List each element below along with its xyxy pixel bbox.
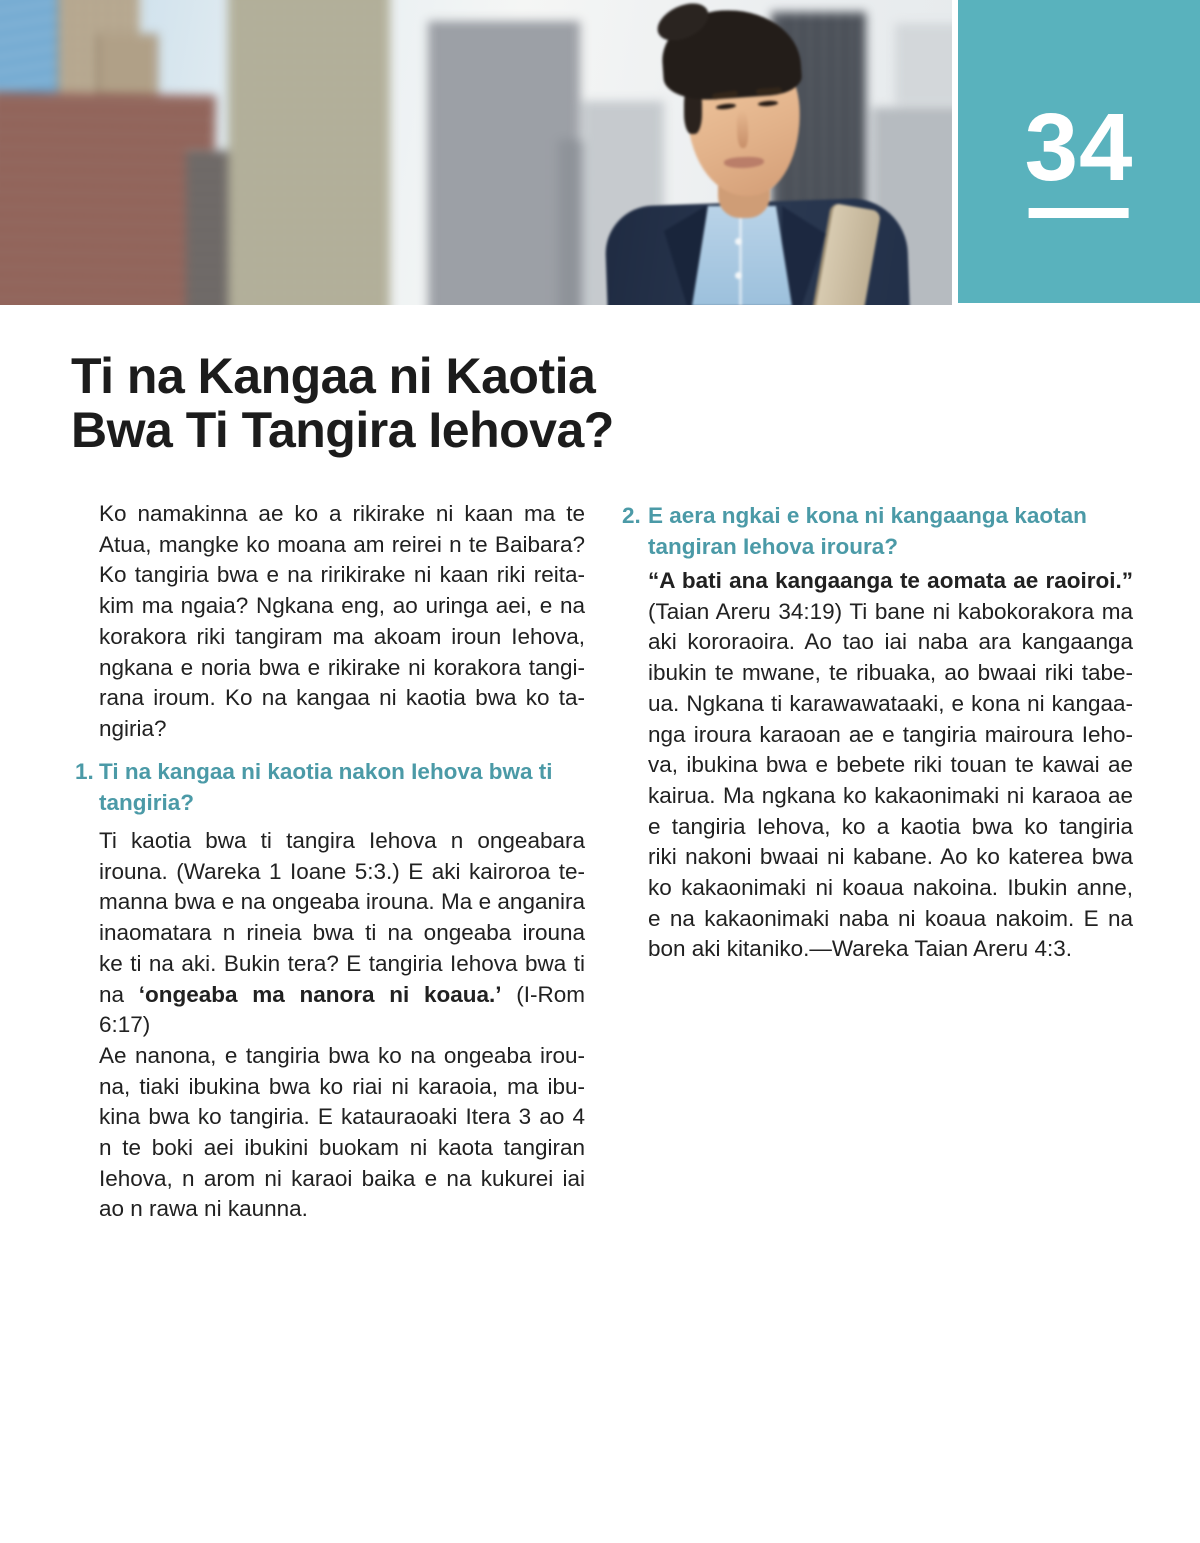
chapter-number-group: [1024, 94, 1134, 218]
section-1-paragraph: Ti kaotia bwa ti tangira Iehova n ongeabara irouna. (Wareka 1 Ioane 5:3.) E aki kairoroa te- manna bwa e na ongeaba irouna. Ma e anganira inaomatara n rineia bwa ti na ongeaba irouna ke ti na aki. Bukin tera? E tangiria Iehova bwa ti na ‘ongeaba ma nanora ni koaua.’ (I-Rom 6:17) Ae nanona, e tangiria bwa ko na ongeaba irou- na, tiaki ibukina bwa ko riai ni karaoia, ma ibu- kina bwa ko tangiria. E katauraoaki Itera 3 ao 4 n te boki aei ibukini buokam ni kaota tangiran Iehova, n arom ni karaoi baika e na kukurei iai ao n rawa ni kaunna.: [99, 828, 585, 1222]
section-2-heading-text: E aera ngkai e kona ni kangaanga kaotan tangiran Iehova iroura?: [648, 503, 1087, 559]
chapter-number-block: [958, 0, 1200, 303]
man-shirt-placket: [739, 212, 742, 305]
chapter-number: 34: [1024, 94, 1134, 201]
intro-paragraph: Ko namakinna ae ko a rikirake ni kaan ma te Atua, mangke ko moana am reirei n te Baibara? Ko tangiria bwa e na ririkirake ni kaan riki reita- kim ma ngaia? Ngkana eng, ao uringa aei, e na korakora riki tangiram ma akoam iroun Iehova, ngkana e noria bwa e rikirake ni korakora tangi- rana iroum. Ko na kangaa ni kaotia bwa ko ta- ngiria?: [99, 501, 585, 741]
page-title: Ti na Kangaa ni Kaotia Bwa Ti Tangira Iehova?: [71, 348, 614, 458]
man-shirt-button: [735, 238, 742, 245]
man-shirt-button: [735, 272, 742, 279]
section-2-number: 2.: [622, 503, 641, 528]
man-nose: [736, 110, 748, 148]
header-photo: [0, 0, 952, 305]
section-1-heading-text: Ti na kangaa ni kaotia nakon Iehova bwa ti tangiria?: [99, 759, 553, 815]
man-looking-up: [0, 0, 952, 305]
man-shirt: [692, 206, 792, 305]
section-1-heading: [75, 756, 595, 818]
section-1-number: 1.: [75, 759, 94, 784]
section-2-paragraph: “A bati ana kangaanga te aomata ae raoiroi.” (Taian Areru 34:19) Ti bane ni kabokorakora ma aki kororaoira. Ao tao iai naba ara kangaanga ibukin te mwane, te ribuaka, ao bwaai riki tabe- ua. Ngkana ti karawawataaki, e kona ni kangaa- nga iroura karaoan ae e tangiria mairoura Ieho- va, ibukina bwa e bebete riki touan te kawai ae kairua. Ma ngkana ko kakaonimaki ni karaoa ae e tangiria Iehova, ko a kaotia bwa ko tangiria riki nakoni bwaai ni kabane. Ao ko katerea bwa ko kakaonimaki ni koaua nakoina. Ibukin anne, e na kakaonimaki naba ni koaua nakoim. E na bon aki kitaniko.—Wareka Taian Areru 4:3.: [648, 568, 1133, 962]
chapter-underline: [1029, 208, 1129, 218]
section-2-heading: [622, 500, 1142, 562]
